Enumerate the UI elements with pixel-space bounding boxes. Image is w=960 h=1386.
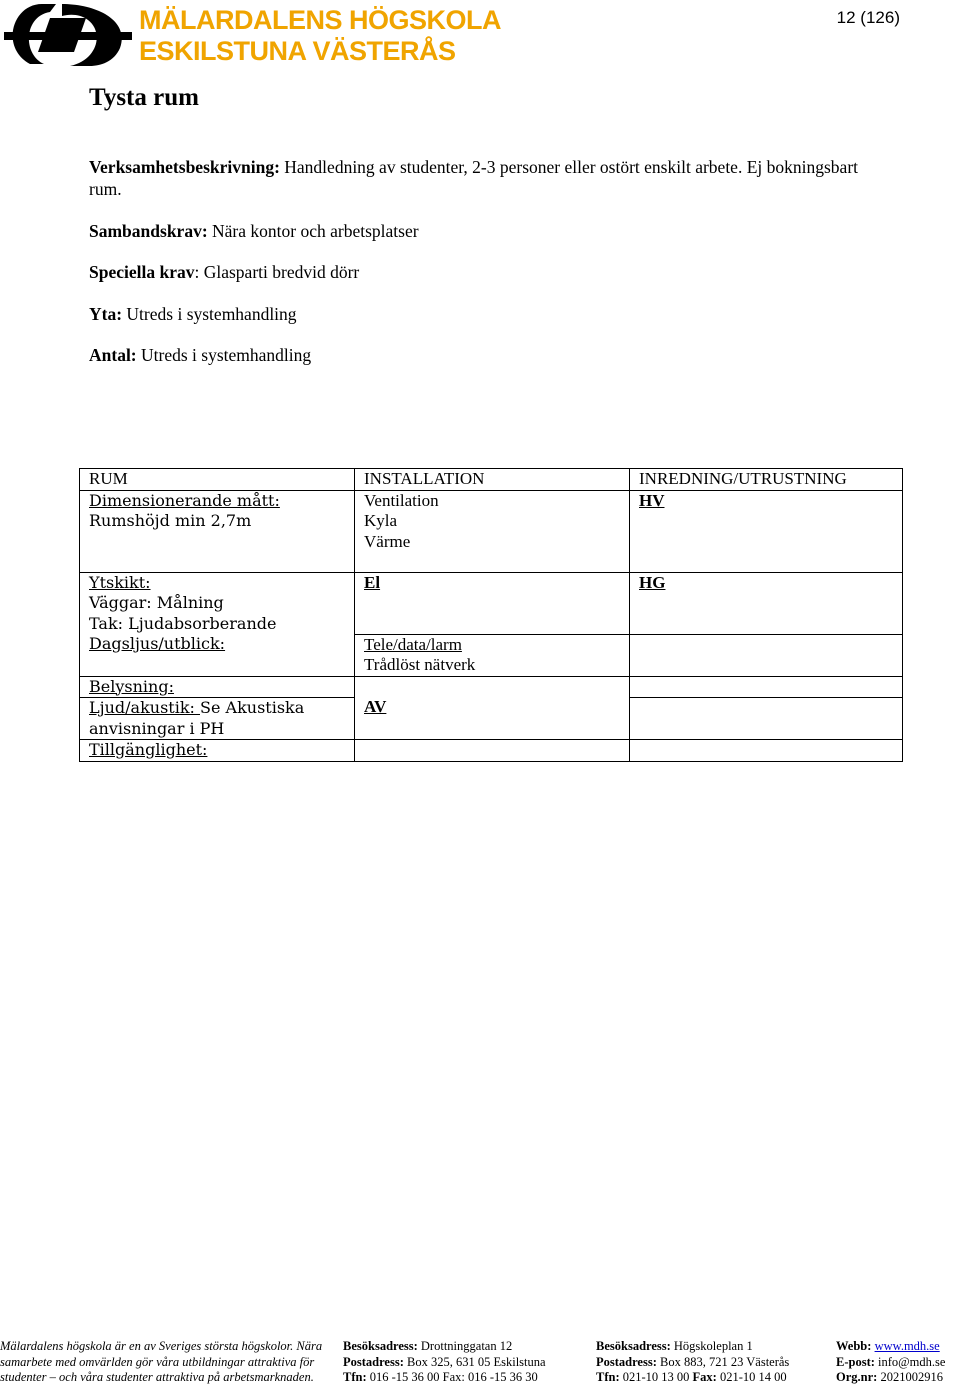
footer-label: Org.nr:: [836, 1370, 878, 1384]
varme-text: Värme: [364, 531, 411, 551]
samband-label: Sambandskrav:: [89, 221, 208, 241]
ytskikt-cell: [80, 572, 355, 676]
dimension-value: Rumshöjd min 2,7m: [89, 511, 252, 530]
empty-cell: [630, 634, 903, 676]
table-row: [80, 676, 903, 698]
antal-value: Utreds i systemhandling: [141, 345, 312, 365]
footer-about-line-2: samarbete med omvärlden gör våra utbildningar attraktiva för: [0, 1354, 315, 1369]
footer-label: E-post:: [836, 1354, 875, 1369]
ljud-cell: [80, 698, 355, 740]
email-text: info@mdh.se: [878, 1354, 946, 1369]
footer-value: 016 -15 36 00 Fax: 016 -15 36 30: [369, 1370, 538, 1384]
tele-cell: [355, 634, 630, 676]
samband-value: Nära kontor och arbetsplatser: [212, 221, 419, 241]
footer-value: Box 325, 631 05 Eskilstuna: [407, 1354, 546, 1369]
empty-cell: [630, 676, 903, 698]
ytskikt-label: Ytskikt:: [89, 572, 151, 592]
tele-label: Tele/data/larm: [364, 634, 462, 654]
hv-label: HV: [639, 490, 665, 510]
tak-text: Tak: Ljudabsorberande: [89, 613, 277, 633]
tillganglighet-label: Tillgänglighet:: [89, 740, 208, 759]
samband-paragraph: [89, 220, 889, 242]
empty-cell: [355, 740, 630, 762]
hg-label: HG: [639, 572, 666, 592]
header-inredning: INREDNING/UTRUSTNING: [630, 469, 903, 491]
footer-about-line-1: Mälardalens högskola är en av Sveriges största högskolor. Nära: [0, 1339, 323, 1353]
ventilation-text: Ventilation: [364, 490, 439, 510]
footer-about-line-3: studenter – och våra studenter attraktiva på arbetsmarknaden.: [0, 1370, 314, 1384]
verksamhet-value: Handledning av studenter, 2-3 personer eller ostört enskilt arbete. Ej bokningsbart rum.: [89, 157, 859, 199]
table-row: [80, 572, 903, 634]
footer-label: Tfn:: [596, 1370, 620, 1384]
footer-label: Besöksadress:: [596, 1339, 671, 1353]
footer-label: Postadress:: [343, 1354, 404, 1369]
page-number: 12 (126): [836, 8, 900, 27]
logo-line-2: ESKILSTUNA VÄSTERÅS: [139, 36, 456, 66]
website-link[interactable]: www.mdh.se: [874, 1339, 940, 1353]
footer-about: [0, 1339, 322, 1386]
footer-label: Tfn:: [343, 1370, 367, 1384]
belysning-label: Belysning:: [89, 676, 174, 696]
speciella-label: Speciella krav: [89, 262, 195, 282]
table-row: [80, 740, 903, 762]
footer-value: 021-10 14 00: [719, 1370, 787, 1384]
el-cell: [355, 572, 630, 634]
table-row: [80, 490, 903, 572]
footer-value: Drottninggatan 12: [420, 1339, 513, 1353]
footer-vasteras: [596, 1339, 789, 1386]
av-label: AV: [364, 696, 387, 716]
hg-cell: [630, 572, 903, 634]
speciella-paragraph: [89, 261, 889, 283]
dimension-cell: [80, 490, 355, 572]
footer-label: Besöksadress:: [343, 1339, 418, 1353]
tradlost-text: Trådlöst nätverk: [364, 655, 476, 674]
footer-value: Högskoleplan 1: [673, 1339, 753, 1353]
room-spec-table: [79, 468, 903, 762]
empty-cell: [630, 698, 903, 740]
footer-label: Webb:: [836, 1339, 872, 1353]
yta-label: Yta:: [89, 304, 123, 324]
vaggar-text: Väggar: Målning: [89, 593, 224, 612]
installation-cell: [355, 490, 630, 572]
footer-contact: [836, 1339, 945, 1386]
dagsljus-label: Dagsljus/utblick:: [89, 634, 226, 653]
ljud-label: Ljud/akustik:: [89, 698, 200, 717]
logo-emblem-icon: [4, 2, 132, 68]
antal-label: Antal:: [89, 345, 137, 365]
logo-line-1: MÄLARDALENS HÖGSKOLA: [139, 5, 501, 35]
hv-cell: [630, 490, 903, 572]
verksamhet-paragraph: [89, 156, 889, 200]
footer-eskilstuna: [343, 1339, 546, 1386]
dimension-label: Dimensionerande mått:: [89, 490, 280, 510]
antal-paragraph: [89, 344, 889, 366]
el-label: El: [364, 572, 381, 592]
yta-value: Utreds i systemhandling: [126, 304, 297, 324]
speciella-value: : Glasparti bredvid dörr: [194, 262, 360, 282]
table-header-row: [80, 469, 903, 491]
yta-paragraph: [89, 303, 889, 325]
footer-value: Box 883, 721 23 Västerås: [660, 1354, 790, 1369]
footer-label: Fax:: [692, 1370, 717, 1384]
page-footer: [0, 1339, 960, 1386]
belysning-cell: [80, 676, 355, 698]
orgnr-text: 2021002916: [880, 1370, 943, 1384]
header-rum: RUM: [80, 469, 355, 491]
ljud-value: Se Akustiska anvisningar i PH: [89, 698, 305, 738]
empty-cell: [630, 740, 903, 762]
header-installation: INSTALLATION: [355, 469, 630, 491]
footer-label: Postadress:: [596, 1354, 657, 1369]
page-title: Tysta rum: [89, 84, 199, 111]
university-logo: [4, 2, 501, 68]
kyla-text: Kyla: [364, 511, 398, 530]
footer-value: 021-10 13 00: [622, 1370, 690, 1384]
verksamhet-label: Verksamhetsbeskrivning:: [89, 157, 280, 177]
av-cell: [355, 676, 630, 740]
logo-text: [139, 5, 501, 67]
tillganglighet-cell: [80, 740, 355, 762]
